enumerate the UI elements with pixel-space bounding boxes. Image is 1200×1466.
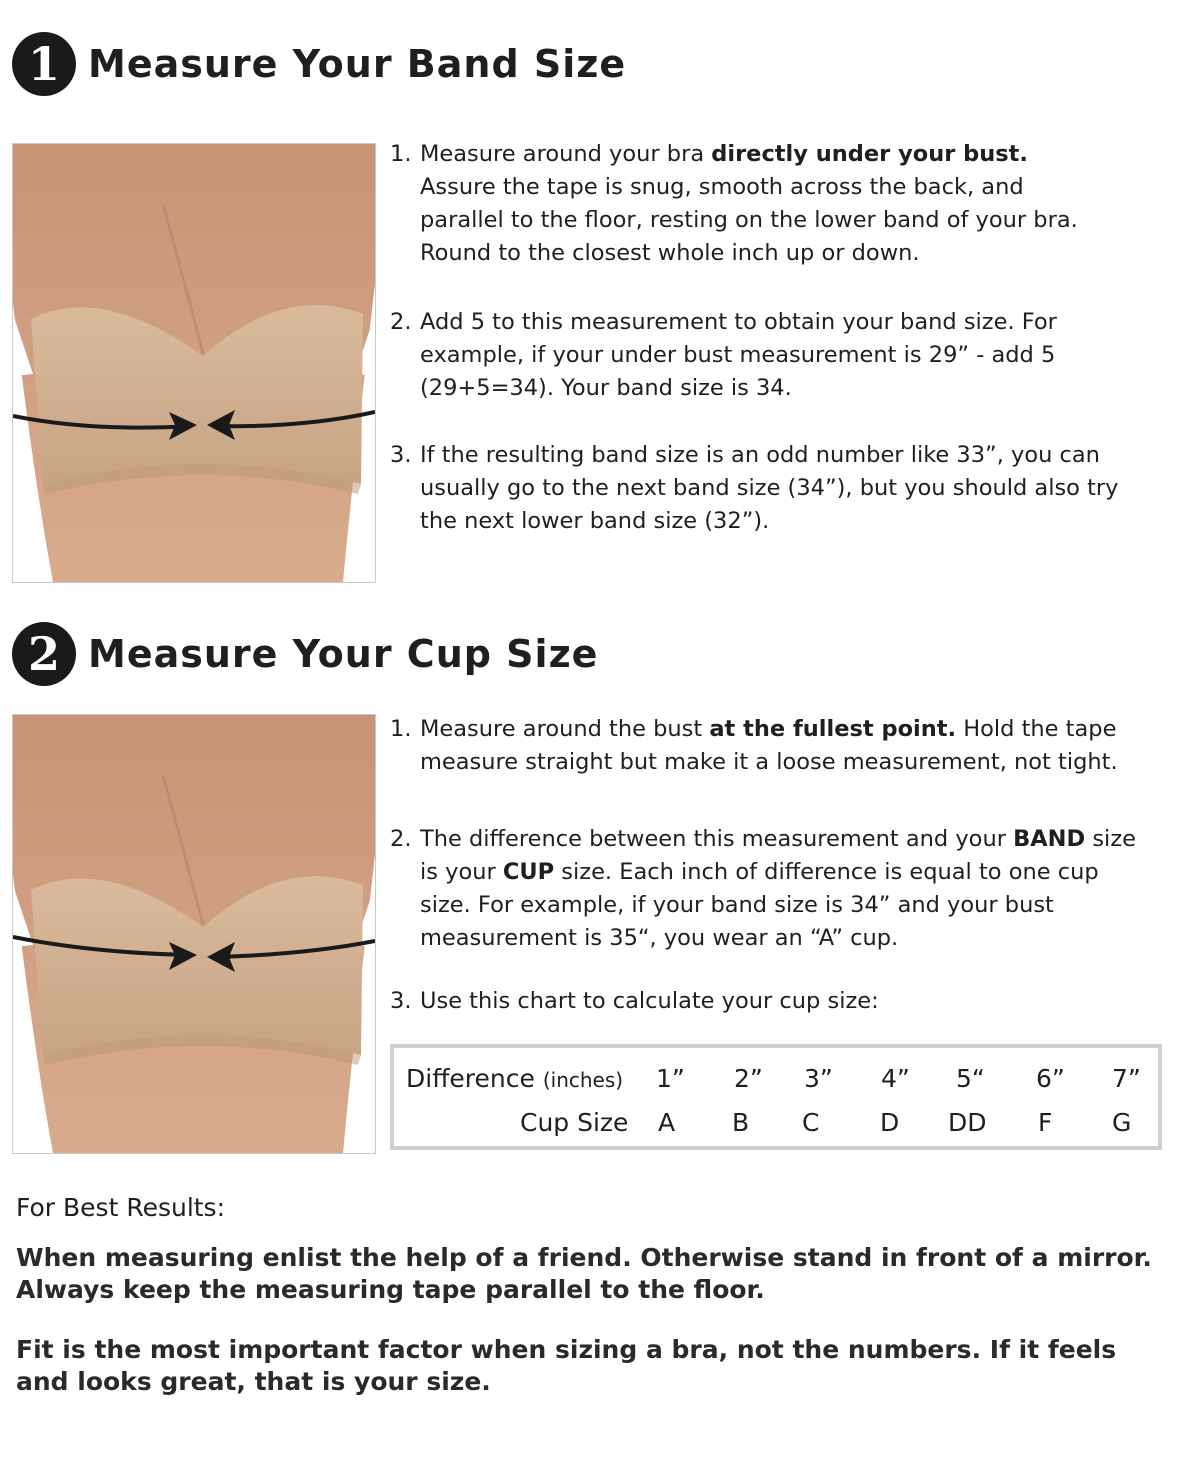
- cup-size-row-header: Cup Size: [520, 1108, 629, 1137]
- cup-size-cell: B: [732, 1108, 750, 1137]
- step-number: 2.: [390, 826, 412, 852]
- difference-cell: 5“: [956, 1064, 985, 1093]
- cup-step-3: [390, 985, 1150, 1018]
- cup-size-cell: C: [802, 1108, 820, 1137]
- cup-size-cell: F: [1038, 1108, 1053, 1137]
- difference-cell: 6”: [1036, 1064, 1065, 1093]
- cup-size-cell: D: [880, 1108, 900, 1137]
- cup-size-cell: G: [1112, 1108, 1132, 1137]
- band-measure-photo: [12, 143, 376, 583]
- difference-cell: 1”: [656, 1064, 685, 1093]
- section2-heading: [12, 622, 598, 686]
- cup-size-cell: A: [658, 1108, 676, 1137]
- cup-size-chart: [390, 1044, 1162, 1150]
- step-number-badge: 1: [12, 32, 76, 96]
- step-number: 1.: [390, 141, 412, 167]
- difference-cell: 7”: [1112, 1064, 1141, 1093]
- difference-cell: 4”: [881, 1064, 910, 1093]
- step-number: 3.: [390, 442, 412, 468]
- cup-step-2: [390, 823, 1150, 955]
- step-number: 1.: [390, 716, 412, 742]
- best-results-tip-1: When measuring enlist the help of a friend. Otherwise stand in front of a mirror. Always keep the measuring tape parallel to the floor.: [16, 1243, 1152, 1304]
- step-text: Measure around your bra directly under your bust. Assure the tape is snug, smooth across the back, and parallel to the floor, resting on the lower band of your bra. Round to the closest whole inch up or down.: [420, 141, 1078, 266]
- band-step-2: [390, 306, 1150, 405]
- step-text: The difference between this measurement and your BAND size is your CUP size. Each inch of difference is equal to one cup size. For example, if your band size is 34” and your bust measurement is 35“, you wear an “A” cup.: [420, 826, 1136, 951]
- step-text: Add 5 to this measurement to obtain your band size. For example, if your under bust measurement is 29” - add 5 (29+5=34). Your band size is 34.: [420, 309, 1057, 401]
- difference-row-header: Difference (inches): [406, 1064, 624, 1093]
- band-step-3: [390, 439, 1150, 538]
- cup-size-cell: DD: [948, 1108, 987, 1137]
- step-text: Use this chart to calculate your cup size:: [420, 988, 879, 1014]
- difference-cell: 3”: [804, 1064, 833, 1093]
- band-step-1: [390, 138, 1095, 270]
- cup-measure-photo: [12, 714, 376, 1154]
- section1-heading: [12, 32, 626, 96]
- step-text: If the resulting band size is an odd number like 33”, you can usually go to the next band size (34”), but you should also try the next lower band size (32”).: [420, 442, 1119, 534]
- step-number: 3.: [390, 988, 412, 1014]
- best-results-tip-2: Fit is the most important factor when sizing a bra, not the numbers. If it feels and looks great, that is your size.: [16, 1335, 1117, 1396]
- section1-title: Measure Your Band Size: [88, 42, 627, 86]
- difference-cell: 2”: [734, 1064, 763, 1093]
- step-text: Measure around the bust at the fullest point. Hold the tape measure straight but make it a loose measurement, not tight.: [420, 716, 1118, 775]
- step-number: 2.: [390, 309, 412, 335]
- step-number-badge: 2: [12, 622, 76, 686]
- best-results-title: For Best Results:: [16, 1193, 226, 1222]
- cup-step-1: [390, 713, 1170, 779]
- section2-title: Measure Your Cup Size: [88, 632, 599, 676]
